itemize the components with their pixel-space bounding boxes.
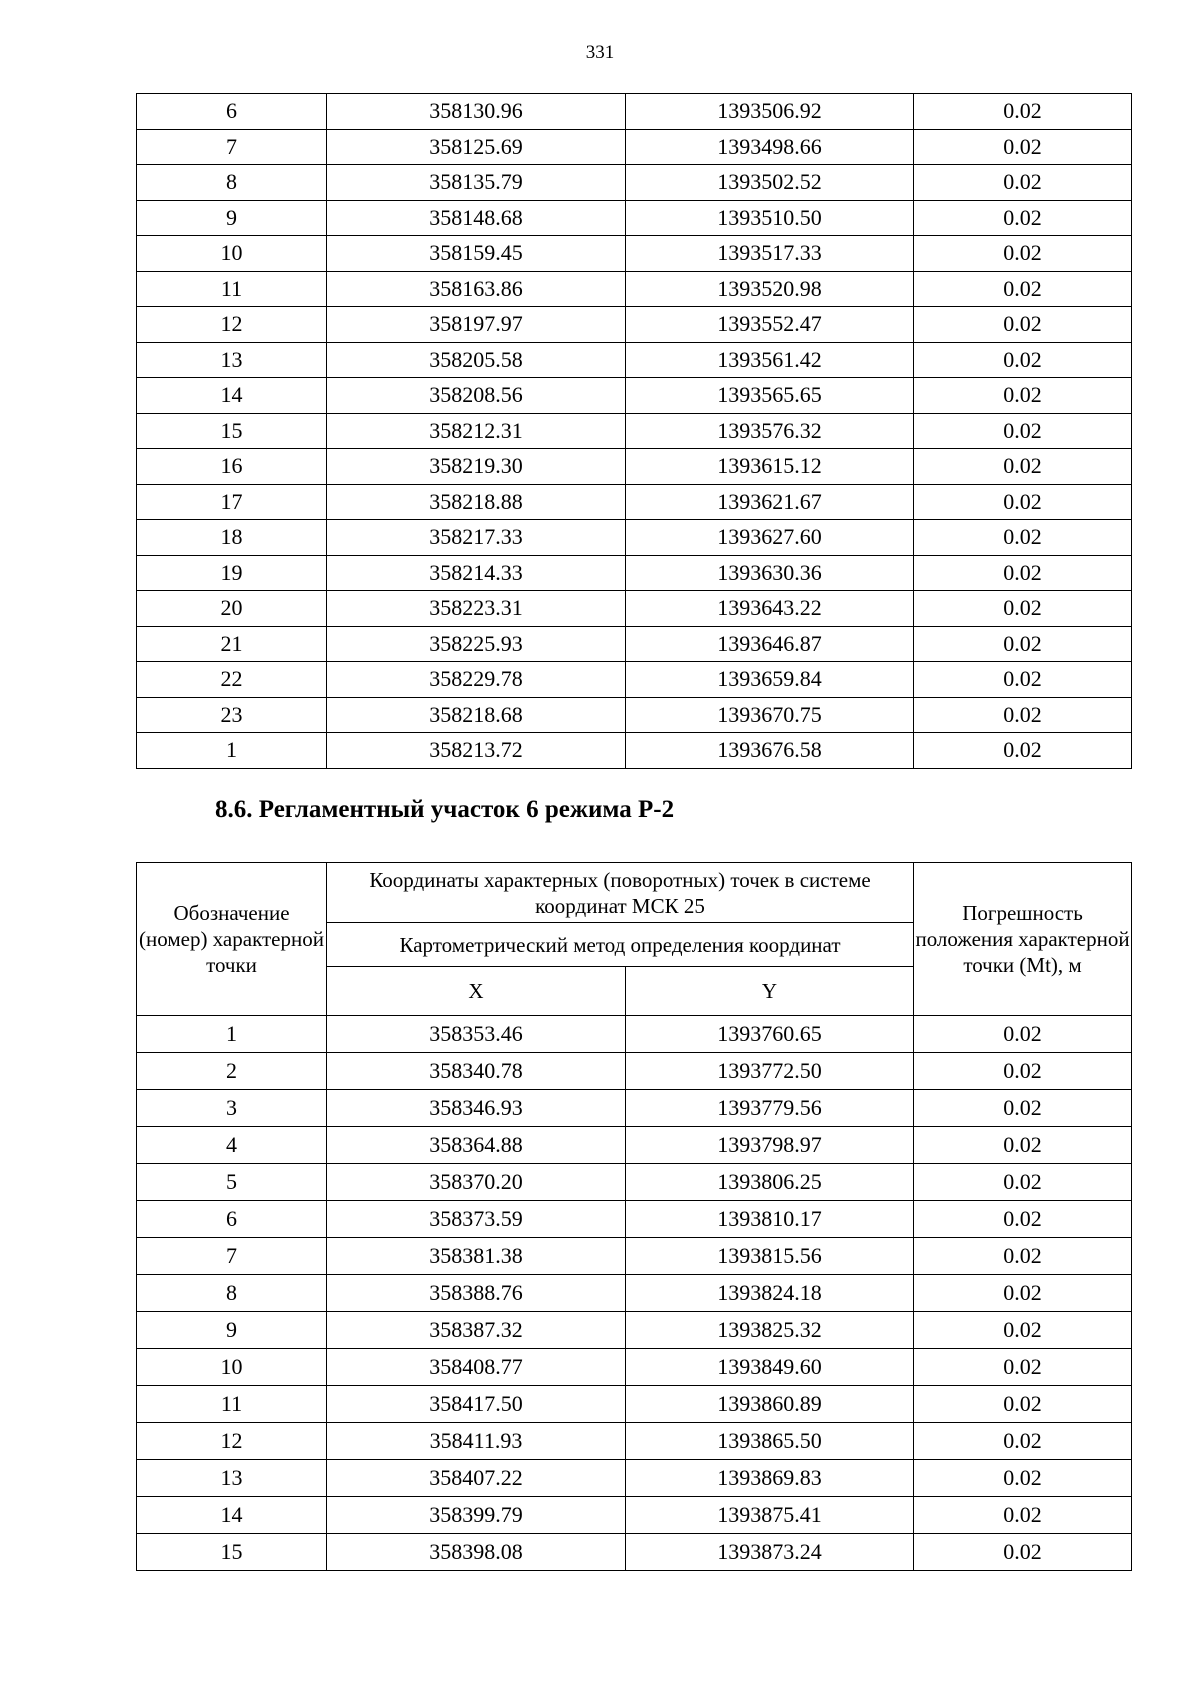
table-body [137, 1016, 1132, 1571]
cell-error: 0.02 [914, 733, 1132, 769]
cell-x: 358148.68 [327, 200, 626, 236]
cell-y: 1393849.60 [626, 1349, 914, 1386]
cell-x: 358213.72 [327, 733, 626, 769]
cell-error: 0.02 [914, 165, 1132, 201]
cell-error: 0.02 [914, 1053, 1132, 1090]
cell-y: 1393825.32 [626, 1312, 914, 1349]
header-y: Y [626, 967, 914, 1016]
cell-point-number: 6 [137, 1201, 327, 1238]
cell-x: 358159.45 [327, 236, 626, 272]
table-row [137, 236, 1132, 272]
cell-x: 358340.78 [327, 1053, 626, 1090]
table-row [137, 1016, 1132, 1053]
cell-x: 358388.76 [327, 1275, 626, 1312]
cell-y: 1393561.42 [626, 342, 914, 378]
cell-point-number: 13 [137, 342, 327, 378]
cell-point-number: 8 [137, 165, 327, 201]
table-row [137, 1127, 1132, 1164]
cell-error: 0.02 [914, 1312, 1132, 1349]
cell-y: 1393659.84 [626, 662, 914, 698]
cell-point-number: 3 [137, 1090, 327, 1127]
cell-error: 0.02 [914, 449, 1132, 485]
cell-error: 0.02 [914, 1090, 1132, 1127]
cell-error: 0.02 [914, 1386, 1132, 1423]
cell-x: 358417.50 [327, 1386, 626, 1423]
cell-x: 358208.56 [327, 378, 626, 414]
cell-error: 0.02 [914, 94, 1132, 130]
cell-y: 1393798.97 [626, 1127, 914, 1164]
cell-x: 358197.97 [327, 307, 626, 343]
cell-y: 1393615.12 [626, 449, 914, 485]
cell-y: 1393670.75 [626, 697, 914, 733]
cell-y: 1393630.36 [626, 555, 914, 591]
cell-point-number: 5 [137, 1164, 327, 1201]
table-row [137, 1349, 1132, 1386]
cell-x: 358399.79 [327, 1497, 626, 1534]
cell-y: 1393860.89 [626, 1386, 914, 1423]
cell-error: 0.02 [914, 129, 1132, 165]
cell-y: 1393552.47 [626, 307, 914, 343]
cell-point-number: 19 [137, 555, 327, 591]
cell-error: 0.02 [914, 520, 1132, 556]
cell-error: 0.02 [914, 271, 1132, 307]
page-number: 331 [585, 42, 615, 63]
cell-error: 0.02 [914, 342, 1132, 378]
cell-x: 358364.88 [327, 1127, 626, 1164]
cell-point-number: 9 [137, 1312, 327, 1349]
cell-error: 0.02 [914, 1164, 1132, 1201]
cell-point-number: 4 [137, 1127, 327, 1164]
coordinates-table-continued [136, 93, 1132, 769]
cell-point-number: 1 [137, 733, 327, 769]
coordinates-table [136, 862, 1132, 1571]
cell-y: 1393621.67 [626, 484, 914, 520]
cell-point-number: 11 [137, 1386, 327, 1423]
cell-point-number: 16 [137, 449, 327, 485]
cell-x: 358346.93 [327, 1090, 626, 1127]
table-row [137, 378, 1132, 414]
cell-error: 0.02 [914, 626, 1132, 662]
cell-point-number: 8 [137, 1275, 327, 1312]
cell-x: 358381.38 [327, 1238, 626, 1275]
cell-x: 358411.93 [327, 1423, 626, 1460]
cell-point-number: 7 [137, 1238, 327, 1275]
table-row [137, 555, 1132, 591]
cell-point-number: 14 [137, 1497, 327, 1534]
cell-point-number: 7 [137, 129, 327, 165]
table-body [137, 94, 1132, 769]
cell-y: 1393510.50 [626, 200, 914, 236]
cell-x: 358225.93 [327, 626, 626, 662]
cell-point-number: 10 [137, 236, 327, 272]
cell-point-number: 13 [137, 1460, 327, 1497]
table-row [137, 1090, 1132, 1127]
cell-point-number: 21 [137, 626, 327, 662]
cell-x: 358214.33 [327, 555, 626, 591]
table-row [137, 1275, 1132, 1312]
cell-x: 358218.88 [327, 484, 626, 520]
table-row [137, 662, 1132, 698]
table-row [137, 1201, 1132, 1238]
table-row [137, 697, 1132, 733]
cell-y: 1393875.41 [626, 1497, 914, 1534]
table-row [137, 1497, 1132, 1534]
cell-y: 1393806.25 [626, 1164, 914, 1201]
table-row [137, 1386, 1132, 1423]
cell-y: 1393869.83 [626, 1460, 914, 1497]
cell-point-number: 1 [137, 1016, 327, 1053]
cell-error: 0.02 [914, 484, 1132, 520]
cell-point-number: 22 [137, 662, 327, 698]
cell-y: 1393779.56 [626, 1090, 914, 1127]
header-error: Погрешность положения характерной точки (Mt), м [914, 863, 1132, 1016]
cell-point-number: 6 [137, 94, 327, 130]
cell-error: 0.02 [914, 307, 1132, 343]
cell-y: 1393498.66 [626, 129, 914, 165]
table-row [137, 307, 1132, 343]
header-coordinates-title: Координаты характерных (поворотных) точек в системе координат МСК 25 [327, 863, 914, 923]
section-title: 8.6. Регламентный участок 6 режима Р-2 [215, 796, 675, 823]
cell-y: 1393517.33 [626, 236, 914, 272]
cell-point-number: 11 [137, 271, 327, 307]
table-row [137, 271, 1132, 307]
cell-error: 0.02 [914, 1460, 1132, 1497]
table-row [137, 1460, 1132, 1497]
cell-point-number: 23 [137, 697, 327, 733]
table-row [137, 165, 1132, 201]
cell-x: 358353.46 [327, 1016, 626, 1053]
cell-point-number: 12 [137, 1423, 327, 1460]
table-row [137, 1312, 1132, 1349]
cell-y: 1393646.87 [626, 626, 914, 662]
cell-error: 0.02 [914, 200, 1132, 236]
cell-error: 0.02 [914, 236, 1132, 272]
cell-error: 0.02 [914, 378, 1132, 414]
table-row [137, 1053, 1132, 1090]
cell-error: 0.02 [914, 555, 1132, 591]
table-header [137, 863, 1132, 1016]
cell-y: 1393810.17 [626, 1201, 914, 1238]
cell-y: 1393824.18 [626, 1275, 914, 1312]
cell-point-number: 18 [137, 520, 327, 556]
cell-point-number: 15 [137, 1534, 327, 1571]
cell-point-number: 2 [137, 1053, 327, 1090]
table-row [137, 1423, 1132, 1460]
cell-point-number: 20 [137, 591, 327, 627]
cell-error: 0.02 [914, 1201, 1132, 1238]
cell-x: 358217.33 [327, 520, 626, 556]
cell-y: 1393627.60 [626, 520, 914, 556]
cell-y: 1393772.50 [626, 1053, 914, 1090]
table-row [137, 591, 1132, 627]
cell-x: 358218.68 [327, 697, 626, 733]
cell-error: 0.02 [914, 1349, 1132, 1386]
cell-point-number: 14 [137, 378, 327, 414]
table-row [137, 449, 1132, 485]
cell-y: 1393506.92 [626, 94, 914, 130]
table-row [137, 129, 1132, 165]
table-row [137, 733, 1132, 769]
cell-error: 0.02 [914, 1423, 1132, 1460]
cell-y: 1393520.98 [626, 271, 914, 307]
table-row [137, 1534, 1132, 1571]
cell-x: 358370.20 [327, 1164, 626, 1201]
cell-y: 1393760.65 [626, 1016, 914, 1053]
cell-x: 358407.22 [327, 1460, 626, 1497]
cell-point-number: 17 [137, 484, 327, 520]
cell-x: 358229.78 [327, 662, 626, 698]
table-row [137, 1164, 1132, 1201]
header-method: Картометрический метод определения координат [327, 923, 914, 967]
cell-y: 1393502.52 [626, 165, 914, 201]
cell-error: 0.02 [914, 1238, 1132, 1275]
cell-error: 0.02 [914, 1127, 1132, 1164]
cell-y: 1393676.58 [626, 733, 914, 769]
cell-x: 358408.77 [327, 1349, 626, 1386]
table-row [137, 342, 1132, 378]
cell-x: 358219.30 [327, 449, 626, 485]
cell-error: 0.02 [914, 1534, 1132, 1571]
header-point-designation: Обозначение (номер) характерной точки [137, 863, 327, 1016]
cell-error: 0.02 [914, 413, 1132, 449]
cell-y: 1393815.56 [626, 1238, 914, 1275]
cell-error: 0.02 [914, 697, 1132, 733]
cell-y: 1393873.24 [626, 1534, 914, 1571]
cell-y: 1393565.65 [626, 378, 914, 414]
table-row [137, 94, 1132, 130]
cell-y: 1393576.32 [626, 413, 914, 449]
table-row [137, 626, 1132, 662]
cell-point-number: 9 [137, 200, 327, 236]
cell-point-number: 15 [137, 413, 327, 449]
header-x: X [327, 967, 626, 1016]
cell-x: 358163.86 [327, 271, 626, 307]
cell-x: 358398.08 [327, 1534, 626, 1571]
cell-x: 358212.31 [327, 413, 626, 449]
cell-error: 0.02 [914, 1016, 1132, 1053]
cell-y: 1393865.50 [626, 1423, 914, 1460]
cell-y: 1393643.22 [626, 591, 914, 627]
cell-x: 358135.79 [327, 165, 626, 201]
cell-x: 358387.32 [327, 1312, 626, 1349]
cell-x: 358205.58 [327, 342, 626, 378]
table-row [137, 1238, 1132, 1275]
cell-error: 0.02 [914, 591, 1132, 627]
cell-x: 358125.69 [327, 129, 626, 165]
cell-error: 0.02 [914, 662, 1132, 698]
cell-error: 0.02 [914, 1275, 1132, 1312]
table-row [137, 200, 1132, 236]
cell-x: 358223.31 [327, 591, 626, 627]
table-row [137, 520, 1132, 556]
table-row [137, 413, 1132, 449]
cell-point-number: 10 [137, 1349, 327, 1386]
table-row [137, 484, 1132, 520]
cell-x: 358373.59 [327, 1201, 626, 1238]
cell-x: 358130.96 [327, 94, 626, 130]
cell-error: 0.02 [914, 1497, 1132, 1534]
cell-point-number: 12 [137, 307, 327, 343]
